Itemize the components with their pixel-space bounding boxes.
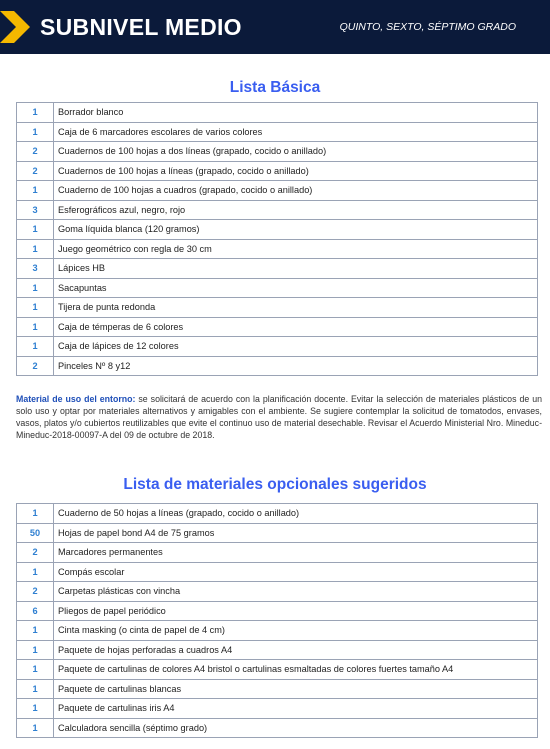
item-quantity: 2 [17,161,54,181]
table-row [17,239,538,259]
item-description: Cuadernos de 100 hojas a líneas (grapado, cocido o anillado) [54,161,538,181]
table-row [17,278,538,298]
item-quantity: 1 [17,337,54,357]
item-quantity: 2 [17,142,54,162]
item-quantity: 6 [17,601,54,621]
material-note [16,393,542,441]
item-description: Paquete de cartulinas blancas [54,679,538,699]
lista-basica-table [16,102,538,376]
item-description: Goma líquida blanca (120 gramos) [54,220,538,240]
table-row [17,161,538,181]
item-quantity: 3 [17,259,54,279]
note-label: Material de uso del entorno: [16,394,136,404]
table-row [17,122,538,142]
lista-opcional-title: Lista de materiales opcionales sugeridos [123,476,427,493]
table-row [17,317,538,337]
item-description: Paquete de cartulinas de colores A4 bristol o cartulinas esmaltadas de colores fuertes tamaño A4 [54,660,538,680]
table-row [17,504,538,524]
table-row [17,181,538,201]
table-row [17,298,538,318]
table-row [17,337,538,357]
table-row [17,543,538,563]
item-description: Hojas de papel bond A4 de 75 gramos [54,523,538,543]
lista-opcional-table [16,503,538,738]
item-description: Cuaderno de 100 hojas a cuadros (grapado, cocido o anillado) [54,181,538,201]
item-quantity: 2 [17,356,54,376]
header-title: SUBNIVEL MEDIO [40,14,242,40]
item-quantity: 1 [17,640,54,660]
item-quantity: 3 [17,200,54,220]
table-row [17,640,538,660]
item-description: Caja de lápices de 12 colores [54,337,538,357]
item-quantity: 1 [17,122,54,142]
item-quantity: 2 [17,543,54,563]
item-description: Caja de témperas de 6 colores [54,317,538,337]
table-row [17,142,538,162]
lista-basica-title: Lista Básica [229,79,321,96]
header-subtitle: QUINTO, SEXTO, SÉPTIMO GRADO [339,21,516,33]
item-description: Compás escolar [54,562,538,582]
item-quantity: 1 [17,181,54,201]
item-description: Tijera de punta redonda [54,298,538,318]
table-row [17,660,538,680]
item-quantity: 1 [17,278,54,298]
table-row [17,621,538,641]
table-row [17,103,538,123]
item-quantity: 1 [17,562,54,582]
note-text: se solicitará de acuerdo con la planificación docente. Evitar la selección de materiales plásticos de un solo uso y optar por materiales alternativos y amigables con el ambiente. Se sugiere contemplar la solicitud de tomatodos, envases, vasos, platos y/o cubiertos reutilizables que evite el continuo uso de material desechable. Revisar el Acuerdo Ministerial Nro. Mineduc-Mineduc-2018-00097-A del 09 de octubre de 2018. [16,394,542,440]
item-description: Calculadora sencilla (séptimo grado) [54,718,538,738]
item-quantity: 1 [17,298,54,318]
item-quantity: 50 [17,523,54,543]
item-quantity: 1 [17,317,54,337]
item-description: Paquete de cartulinas iris A4 [54,699,538,719]
item-description: Lápices HB [54,259,538,279]
item-description: Marcadores permanentes [54,543,538,563]
item-quantity: 1 [17,504,54,524]
item-description: Sacapuntas [54,278,538,298]
table-row [17,718,538,738]
item-description: Paquete de hojas perforadas a cuadros A4 [54,640,538,660]
table-row [17,523,538,543]
item-quantity: 1 [17,621,54,641]
item-description: Cuadernos de 100 hojas a dos líneas (grapado, cocido o anillado) [54,142,538,162]
page-header [0,0,550,54]
item-description: Borrador blanco [54,103,538,123]
table-row [17,562,538,582]
item-quantity: 1 [17,660,54,680]
table-row [17,200,538,220]
item-description: Esferográficos azul, negro, rojo [54,200,538,220]
item-description: Pliegos de papel periódico [54,601,538,621]
table-row [17,220,538,240]
chevron-logo-icon [0,11,32,43]
item-quantity: 1 [17,239,54,259]
item-quantity: 1 [17,220,54,240]
item-description: Cuaderno de 50 hojas a líneas (grapado, cocido o anillado) [54,504,538,524]
table-row [17,259,538,279]
item-quantity: 1 [17,103,54,123]
item-quantity: 1 [17,699,54,719]
item-description: Cinta masking (o cinta de papel de 4 cm) [54,621,538,641]
table-row [17,582,538,602]
item-description: Pinceles Nº 8 y12 [54,356,538,376]
item-quantity: 2 [17,582,54,602]
item-description: Juego geométrico con regla de 30 cm [54,239,538,259]
item-quantity: 1 [17,679,54,699]
table-row [17,699,538,719]
table-row [17,679,538,699]
item-description: Caja de 6 marcadores escolares de varios colores [54,122,538,142]
item-description: Carpetas plásticas con vincha [54,582,538,602]
table-row [17,601,538,621]
table-row [17,356,538,376]
item-quantity: 1 [17,718,54,738]
